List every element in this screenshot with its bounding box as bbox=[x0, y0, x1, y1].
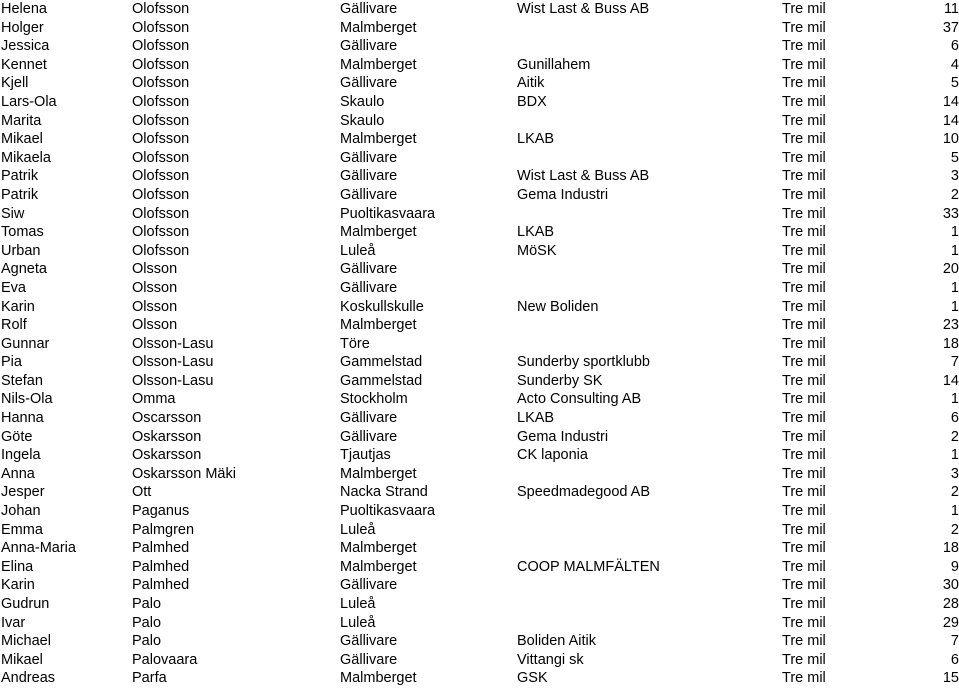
table-row bbox=[0, 372, 959, 391]
table-row bbox=[0, 56, 959, 75]
club-cell: Wist Last & Buss AB bbox=[517, 168, 650, 185]
first-name-cell: Agneta bbox=[1, 261, 47, 278]
table-row bbox=[0, 223, 959, 242]
table-row bbox=[0, 242, 959, 261]
table-row bbox=[0, 279, 959, 298]
first-name-cell: Elina bbox=[1, 558, 34, 575]
distance-cell: Tre mil bbox=[782, 112, 826, 129]
distance-cell: Tre mil bbox=[782, 372, 826, 389]
last-name-cell: Olofsson bbox=[132, 1, 190, 17]
last-name-cell: Olofsson bbox=[132, 168, 190, 185]
count-cell: 6 bbox=[950, 410, 959, 427]
distance-cell: Tre mil bbox=[782, 354, 826, 371]
table-row bbox=[0, 316, 959, 335]
town-cell: Malmberget bbox=[340, 540, 417, 557]
first-name-cell: Eva bbox=[1, 279, 26, 296]
distance-cell: Tre mil bbox=[782, 224, 826, 241]
town-cell: Gällivare bbox=[340, 577, 398, 594]
table-row bbox=[0, 37, 959, 56]
last-name-cell: Oskarsson bbox=[132, 428, 202, 445]
first-name-cell: Jesper bbox=[1, 484, 45, 501]
club-cell: MöSK bbox=[517, 242, 557, 259]
first-name-cell: Nils-Ola bbox=[1, 391, 53, 408]
last-name-cell: Olofsson bbox=[132, 19, 190, 36]
count-cell: 6 bbox=[950, 38, 959, 55]
first-name-cell: Stefan bbox=[1, 372, 43, 389]
count-cell: 33 bbox=[942, 205, 959, 222]
distance-cell: Tre mil bbox=[782, 298, 826, 315]
last-name-cell: Palo bbox=[132, 596, 162, 612]
count-cell: 20 bbox=[942, 261, 959, 278]
town-cell: Malmberget bbox=[340, 558, 417, 575]
last-name-cell: Omma bbox=[132, 391, 176, 408]
table-row bbox=[0, 576, 959, 595]
town-cell: Gällivare bbox=[340, 75, 398, 92]
count-cell: 14 bbox=[942, 372, 959, 389]
club-cell: Sunderby SK bbox=[517, 372, 603, 389]
distance-cell: Tre mil bbox=[782, 261, 826, 278]
first-name-cell: Jessica bbox=[1, 38, 50, 55]
table-row bbox=[0, 149, 959, 168]
table-row bbox=[0, 521, 959, 540]
town-cell: Malmberget bbox=[340, 131, 417, 148]
distance-cell: Tre mil bbox=[782, 558, 826, 575]
last-name-cell: Olofsson bbox=[132, 186, 190, 203]
club-cell: Speedmadegood AB bbox=[517, 484, 651, 501]
count-cell: 29 bbox=[942, 614, 959, 631]
club-cell: LKAB bbox=[517, 131, 555, 148]
first-name-cell: Gudrun bbox=[1, 596, 50, 612]
town-cell: Gällivare bbox=[340, 261, 398, 278]
first-name-cell: Johan bbox=[1, 503, 41, 520]
last-name-cell: Olsson-Lasu bbox=[132, 354, 214, 371]
club-cell: LKAB bbox=[517, 410, 555, 427]
last-name-cell: Olofsson bbox=[132, 38, 190, 55]
table-row bbox=[0, 539, 959, 558]
distance-cell: Tre mil bbox=[782, 633, 826, 650]
first-name-cell: Patrik bbox=[1, 168, 39, 185]
first-name-cell: Patrik bbox=[1, 186, 39, 203]
table-row bbox=[0, 0, 959, 19]
count-cell: 15 bbox=[942, 670, 959, 687]
distance-cell: Tre mil bbox=[782, 38, 826, 55]
town-cell: Stockholm bbox=[340, 391, 408, 408]
distance-cell: Tre mil bbox=[782, 205, 826, 222]
count-cell: 5 bbox=[950, 149, 959, 166]
table-row bbox=[0, 502, 959, 521]
town-cell: Nacka Strand bbox=[340, 484, 428, 501]
last-name-cell: Olsson bbox=[132, 317, 178, 334]
first-name-cell: Karin bbox=[1, 577, 35, 594]
last-name-cell: Olofsson bbox=[132, 75, 190, 92]
last-name-cell: Olsson bbox=[132, 279, 178, 296]
town-cell: Gällivare bbox=[340, 279, 398, 296]
table-row bbox=[0, 428, 959, 447]
club-cell: COOP MALMFÄLTEN bbox=[517, 558, 660, 575]
distance-cell: Tre mil bbox=[782, 577, 826, 594]
town-cell: Malmberget bbox=[340, 56, 417, 73]
last-name-cell: Oskarsson bbox=[132, 447, 202, 464]
first-name-cell: Marita bbox=[1, 112, 42, 129]
table-row bbox=[0, 186, 959, 205]
town-cell: Gällivare bbox=[340, 651, 398, 668]
last-name-cell: Olofsson bbox=[132, 131, 190, 148]
table-row bbox=[0, 483, 959, 502]
count-cell: 10 bbox=[942, 131, 959, 148]
table-row bbox=[0, 167, 959, 186]
town-cell: Malmberget bbox=[340, 465, 417, 482]
count-cell: 18 bbox=[942, 540, 959, 557]
club-cell: Sunderby sportklubb bbox=[517, 354, 650, 371]
distance-cell: Tre mil bbox=[782, 391, 826, 408]
last-name-cell: Palmhed bbox=[132, 540, 190, 557]
distance-cell: Tre mil bbox=[782, 521, 826, 538]
first-name-cell: Hanna bbox=[1, 410, 44, 427]
count-cell: 37 bbox=[942, 19, 959, 36]
first-name-cell: Andreas bbox=[1, 670, 56, 687]
first-name-cell: Holger bbox=[1, 19, 44, 36]
town-cell: Malmberget bbox=[340, 224, 417, 241]
town-cell: Skaulo bbox=[340, 93, 385, 110]
count-cell: 4 bbox=[950, 56, 959, 73]
count-cell: 2 bbox=[950, 186, 959, 203]
club-cell: LKAB bbox=[517, 224, 555, 241]
distance-cell: Tre mil bbox=[782, 317, 826, 334]
table-row bbox=[0, 130, 959, 149]
last-name-cell: Olofsson bbox=[132, 112, 190, 129]
distance-cell: Tre mil bbox=[782, 279, 826, 296]
last-name-cell: Olofsson bbox=[132, 205, 190, 222]
club-cell: Acto Consulting AB bbox=[517, 391, 642, 408]
distance-cell: Tre mil bbox=[782, 410, 826, 427]
last-name-cell: Olsson-Lasu bbox=[132, 335, 214, 352]
count-cell: 1 bbox=[950, 503, 959, 520]
distance-cell: Tre mil bbox=[782, 503, 826, 520]
distance-cell: Tre mil bbox=[782, 75, 826, 92]
table-row bbox=[0, 651, 959, 670]
town-cell: Töre bbox=[340, 335, 370, 352]
last-name-cell: Palmhed bbox=[132, 558, 190, 575]
distance-cell: Tre mil bbox=[782, 465, 826, 482]
table-row bbox=[0, 409, 959, 428]
town-cell: Puoltikasvaara bbox=[340, 205, 436, 222]
table-row bbox=[0, 595, 959, 614]
table-row bbox=[0, 298, 959, 317]
town-cell: Malmberget bbox=[340, 317, 417, 334]
first-name-cell: Tomas bbox=[1, 224, 44, 241]
count-cell: 1 bbox=[950, 242, 959, 259]
first-name-cell: Kjell bbox=[1, 75, 29, 92]
distance-cell: Tre mil bbox=[782, 56, 826, 73]
table-row bbox=[0, 390, 959, 409]
town-cell: Luleå bbox=[340, 242, 376, 259]
last-name-cell: Palmgren bbox=[132, 521, 195, 538]
club-cell: Gema Industri bbox=[517, 428, 609, 445]
club-cell: Vittangi sk bbox=[517, 651, 584, 668]
first-name-cell: Mikael bbox=[1, 131, 43, 148]
count-cell: 7 bbox=[950, 354, 959, 371]
club-cell: Gunillahem bbox=[517, 56, 591, 73]
last-name-cell: Palo bbox=[132, 633, 162, 650]
first-name-cell: Pia bbox=[1, 354, 22, 371]
town-cell: Malmberget bbox=[340, 670, 417, 687]
distance-cell: Tre mil bbox=[782, 614, 826, 631]
last-name-cell: Olsson bbox=[132, 261, 178, 278]
count-cell: 14 bbox=[942, 93, 959, 110]
town-cell: Gällivare bbox=[340, 149, 398, 166]
last-name-cell: Olsson bbox=[132, 298, 178, 315]
count-cell: 7 bbox=[950, 633, 959, 650]
last-name-cell: Paganus bbox=[132, 503, 190, 520]
last-name-cell: Olofsson bbox=[132, 93, 190, 110]
club-cell: Boliden Aitik bbox=[517, 633, 596, 650]
town-cell: Gällivare bbox=[340, 410, 398, 427]
table-row bbox=[0, 353, 959, 372]
last-name-cell: Oskarsson Mäki bbox=[132, 465, 236, 482]
town-cell: Tjautjas bbox=[340, 447, 391, 464]
club-cell: Wist Last & Buss AB bbox=[517, 1, 650, 17]
table-row bbox=[0, 669, 959, 688]
town-cell: Gällivare bbox=[340, 186, 398, 203]
club-cell: CK laponia bbox=[517, 447, 588, 464]
last-name-cell: Ott bbox=[132, 484, 152, 501]
table-row bbox=[0, 614, 959, 633]
town-cell: Gällivare bbox=[340, 633, 398, 650]
first-name-cell: Ingela bbox=[1, 447, 41, 464]
count-cell: 3 bbox=[950, 168, 959, 185]
count-cell: 2 bbox=[950, 428, 959, 445]
distance-cell: Tre mil bbox=[782, 131, 826, 148]
distance-cell: Tre mil bbox=[782, 447, 826, 464]
last-name-cell: Palo bbox=[132, 614, 162, 631]
table-row bbox=[0, 558, 959, 577]
distance-cell: Tre mil bbox=[782, 670, 826, 687]
last-name-cell: Olofsson bbox=[132, 149, 190, 166]
first-name-cell: Ivar bbox=[1, 614, 26, 631]
last-name-cell: Palmhed bbox=[132, 577, 190, 594]
last-name-cell: Palovaara bbox=[132, 651, 198, 668]
count-cell: 6 bbox=[950, 651, 959, 668]
count-cell: 3 bbox=[950, 465, 959, 482]
table-row bbox=[0, 19, 959, 38]
distance-cell: Tre mil bbox=[782, 242, 826, 259]
table-row bbox=[0, 260, 959, 279]
distance-cell: Tre mil bbox=[782, 484, 826, 501]
first-name-cell: Lars-Ola bbox=[1, 93, 57, 110]
table-row bbox=[0, 205, 959, 224]
table-row bbox=[0, 74, 959, 93]
count-cell: 1 bbox=[950, 447, 959, 464]
count-cell: 1 bbox=[950, 224, 959, 241]
first-name-cell: Karin bbox=[1, 298, 35, 315]
last-name-cell: Olofsson bbox=[132, 56, 190, 73]
club-cell: Gema Industri bbox=[517, 186, 609, 203]
count-cell: 9 bbox=[950, 558, 959, 575]
table-row bbox=[0, 632, 959, 651]
table-row bbox=[0, 446, 959, 465]
distance-cell: Tre mil bbox=[782, 1, 826, 17]
town-cell: Gällivare bbox=[340, 428, 398, 445]
count-cell: 30 bbox=[942, 577, 959, 594]
count-cell: 11 bbox=[943, 1, 959, 17]
first-name-cell: Gunnar bbox=[1, 335, 50, 352]
distance-cell: Tre mil bbox=[782, 335, 826, 352]
town-cell: Gammelstad bbox=[340, 354, 423, 371]
town-cell: Puoltikasvaara bbox=[340, 503, 436, 520]
club-cell: New Boliden bbox=[517, 298, 599, 315]
first-name-cell: Emma bbox=[1, 521, 43, 538]
town-cell: Gällivare bbox=[340, 168, 398, 185]
count-cell: 1 bbox=[950, 298, 959, 315]
first-name-cell: Kennet bbox=[1, 56, 47, 73]
last-name-cell: Olsson-Lasu bbox=[132, 372, 214, 389]
last-name-cell: Parfa bbox=[132, 670, 167, 687]
first-name-cell: Göte bbox=[1, 428, 33, 445]
first-name-cell: Mikael bbox=[1, 651, 43, 668]
town-cell: Luleå bbox=[340, 614, 376, 631]
distance-cell: Tre mil bbox=[782, 596, 826, 612]
distance-cell: Tre mil bbox=[782, 651, 826, 668]
distance-cell: Tre mil bbox=[782, 93, 826, 110]
table-row bbox=[0, 112, 959, 131]
count-cell: 5 bbox=[950, 75, 959, 92]
town-cell: Gällivare bbox=[340, 1, 398, 17]
last-name-cell: Olofsson bbox=[132, 242, 190, 259]
town-cell: Gällivare bbox=[340, 38, 398, 55]
club-cell: BDX bbox=[517, 93, 547, 110]
table-row bbox=[0, 465, 959, 484]
first-name-cell: Helena bbox=[1, 1, 47, 17]
town-cell: Luleå bbox=[340, 596, 376, 612]
first-name-cell: Michael bbox=[1, 633, 51, 650]
last-name-cell: Olofsson bbox=[132, 224, 190, 241]
first-name-cell: Rolf bbox=[1, 317, 27, 334]
first-name-cell: Mikaela bbox=[1, 149, 51, 166]
distance-cell: Tre mil bbox=[782, 168, 826, 185]
club-cell: GSK bbox=[517, 670, 548, 687]
town-cell: Luleå bbox=[340, 521, 376, 538]
distance-cell: Tre mil bbox=[782, 149, 826, 166]
table-row bbox=[0, 335, 959, 354]
table-row bbox=[0, 93, 959, 112]
town-cell: Skaulo bbox=[340, 112, 385, 129]
first-name-cell: Urban bbox=[1, 242, 41, 259]
distance-cell: Tre mil bbox=[782, 19, 826, 36]
distance-cell: Tre mil bbox=[782, 186, 826, 203]
count-cell: 14 bbox=[942, 112, 959, 129]
club-cell: Aitik bbox=[517, 75, 545, 92]
count-cell: 18 bbox=[942, 335, 959, 352]
town-cell: Malmberget bbox=[340, 19, 417, 36]
first-name-cell: Siw bbox=[1, 205, 25, 222]
last-name-cell: Oscarsson bbox=[132, 410, 202, 427]
town-cell: Gammelstad bbox=[340, 372, 423, 389]
first-name-cell: Anna-Maria bbox=[1, 540, 76, 557]
distance-cell: Tre mil bbox=[782, 540, 826, 557]
town-cell: Koskullskulle bbox=[340, 298, 424, 315]
distance-cell: Tre mil bbox=[782, 428, 826, 445]
count-cell: 28 bbox=[942, 596, 959, 612]
count-cell: 1 bbox=[950, 279, 959, 296]
count-cell: 23 bbox=[942, 317, 959, 334]
count-cell: 1 bbox=[950, 391, 959, 408]
first-name-cell: Anna bbox=[1, 465, 35, 482]
count-cell: 2 bbox=[950, 521, 959, 538]
count-cell: 2 bbox=[950, 484, 959, 501]
